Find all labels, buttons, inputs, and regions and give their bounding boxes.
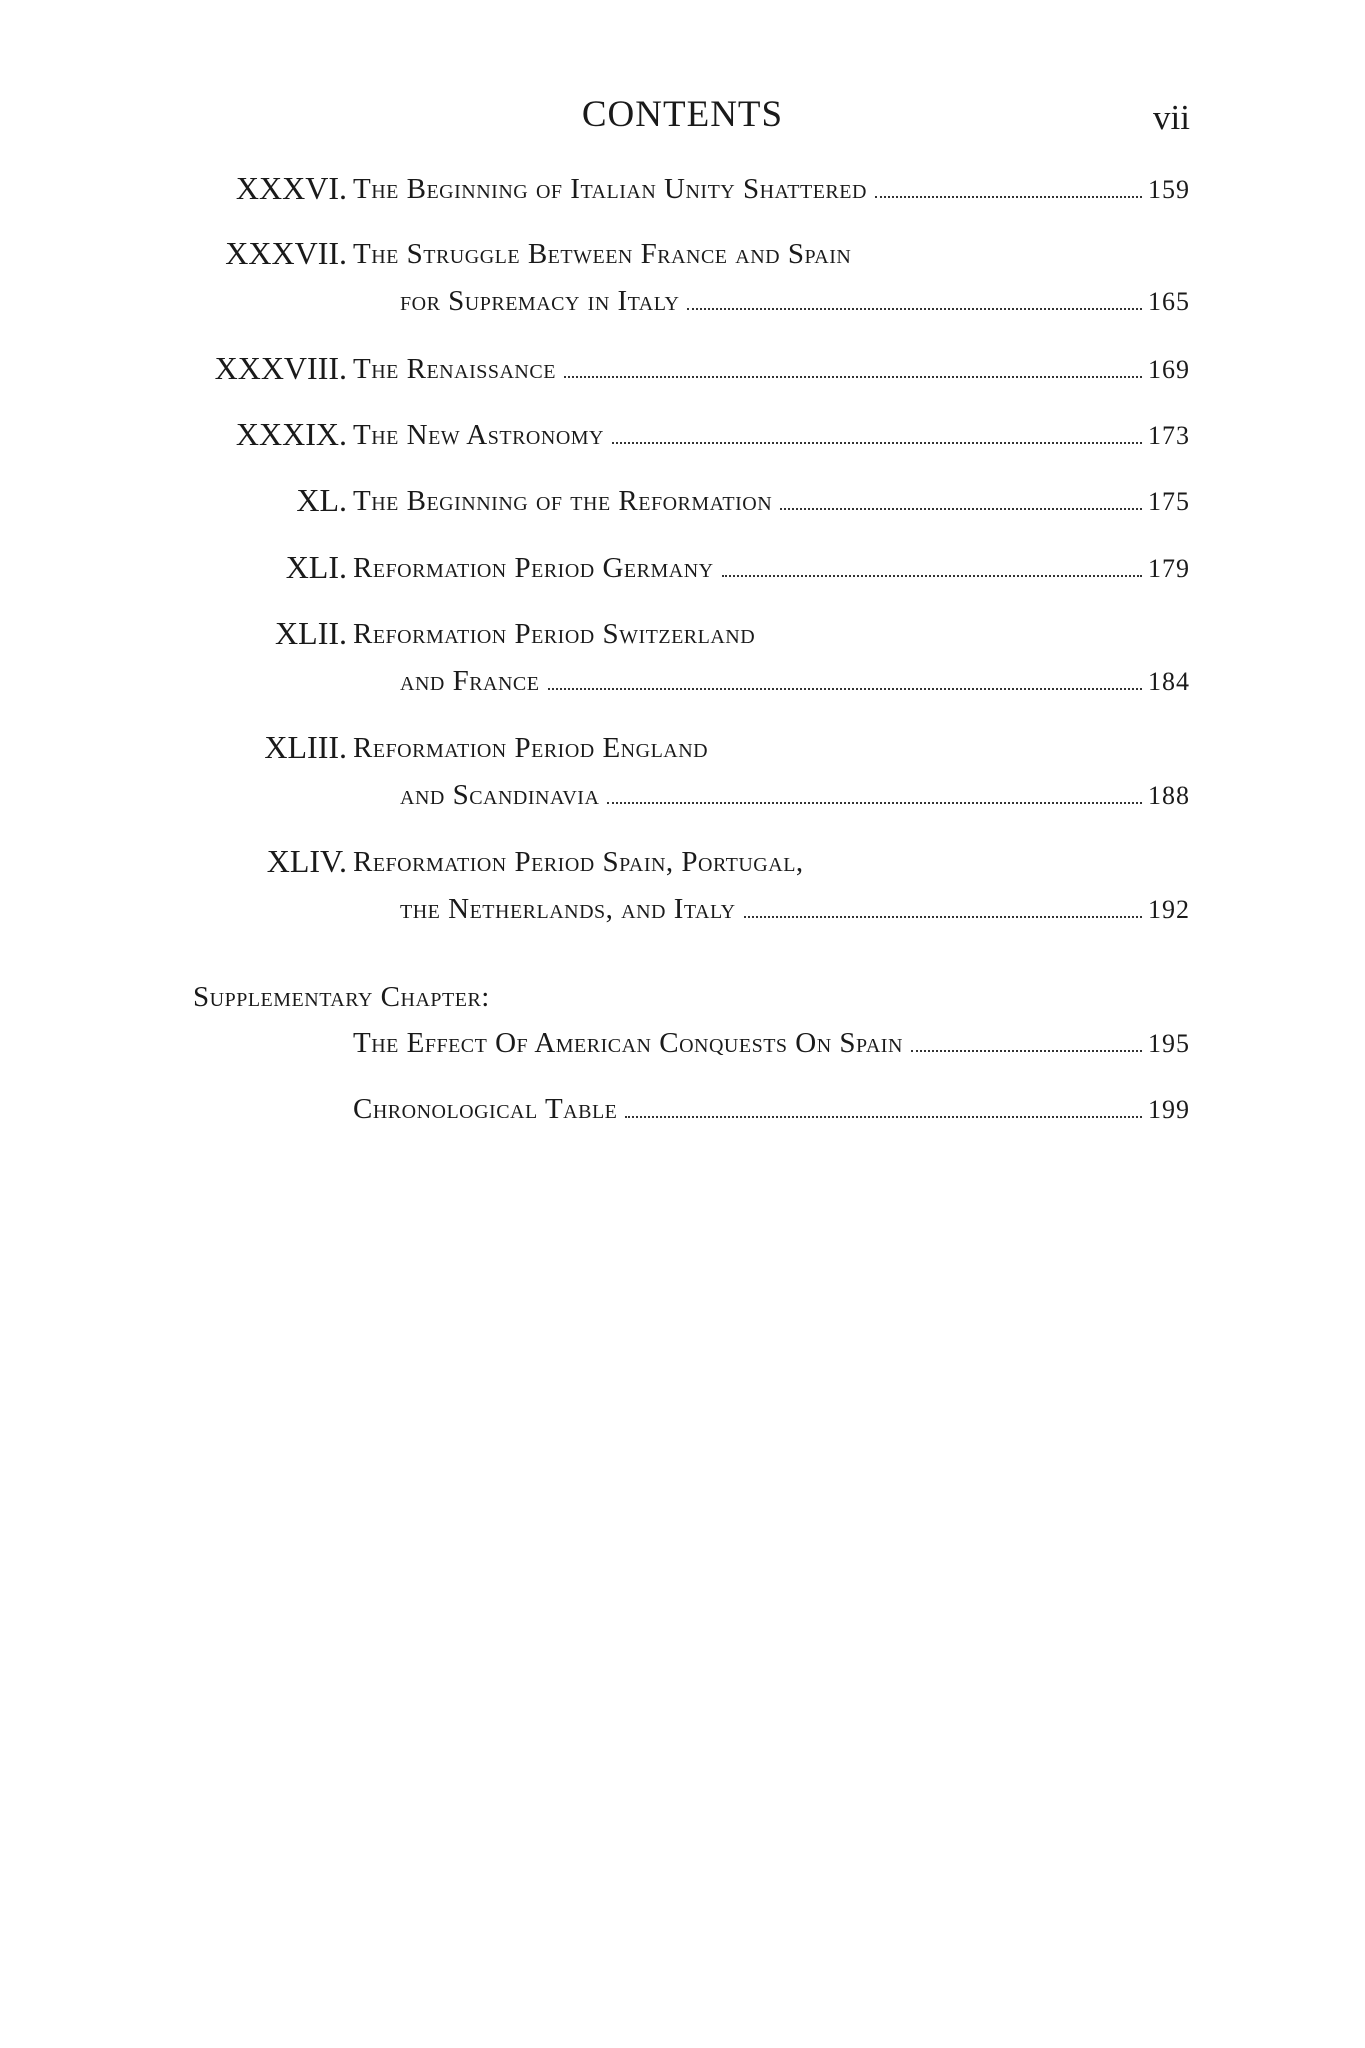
chapter-numeral: XLIII. — [264, 729, 347, 765]
chapter-numeral: XL. — [296, 482, 347, 518]
supplementary-title: The Effect Of American Conquests On Spain — [353, 1027, 903, 1059]
toc-line — [353, 355, 1190, 384]
toc-line — [353, 620, 1190, 649]
chapter-page: 169 — [1148, 355, 1190, 384]
dot-leader — [875, 196, 1142, 198]
dot-leader — [607, 802, 1142, 804]
chapter-title-continued: the Netherlands, and Italy — [400, 893, 736, 925]
supplementary-title: Chronological Table — [353, 1093, 618, 1125]
toc-line — [353, 421, 1190, 450]
supplementary-heading: Supplementary Chapter: — [193, 981, 490, 1013]
chapter-page: 192 — [1148, 895, 1190, 924]
toc-line — [353, 848, 1190, 877]
dot-leader — [780, 508, 1142, 510]
page-title: CONTENTS — [581, 94, 784, 135]
chapter-title-continued: and France — [400, 665, 540, 697]
supplementary-item — [353, 1095, 1190, 1124]
chapter-numeral: XLI. — [285, 549, 347, 585]
toc-line — [400, 287, 1190, 316]
chapter-numeral: XXXIX. — [235, 416, 347, 452]
dot-leader — [744, 916, 1142, 918]
chapter-title-continued: and Scandinavia — [400, 779, 600, 811]
toc-line — [353, 240, 1190, 269]
toc-line — [353, 175, 1190, 204]
supplementary-page: 195 — [1148, 1029, 1190, 1058]
toc-line — [400, 667, 1190, 696]
chapter-title: Reformation Period Spain, Portugal, — [353, 846, 804, 878]
chapter-page: 188 — [1148, 781, 1190, 810]
page-number: vii — [1153, 98, 1190, 137]
chapter-numeral: XXXVI. — [235, 170, 347, 206]
chapter-page: 173 — [1148, 421, 1190, 450]
toc-line — [353, 554, 1190, 583]
supplementary-item — [353, 1029, 1190, 1058]
chapter-numeral: XLII. — [275, 615, 347, 651]
chapter-page: 184 — [1148, 667, 1190, 696]
chapter-numeral: XLIV. — [266, 843, 347, 879]
chapter-title: The Beginning of the Reformation — [353, 485, 773, 517]
toc-line — [400, 781, 1190, 810]
chapter-page: 159 — [1148, 175, 1190, 204]
chapter-numeral: XXXVIII. — [214, 350, 347, 386]
dot-leader — [722, 575, 1142, 577]
chapter-title: Reformation Period Switzerland — [353, 618, 756, 650]
dot-leader — [564, 376, 1142, 378]
chapter-title: The Renaissance — [353, 353, 556, 385]
chapter-title: Reformation Period England — [353, 732, 709, 764]
chapter-title: The Beginning of Italian Unity Shattered — [353, 173, 867, 205]
chapter-page: 165 — [1148, 287, 1190, 316]
chapter-page: 179 — [1148, 554, 1190, 583]
dot-leader — [548, 688, 1143, 690]
dot-leader — [911, 1050, 1142, 1052]
chapter-title: The Struggle Between France and Spain — [353, 238, 852, 270]
chapter-title-continued: for Supremacy in Italy — [400, 285, 680, 317]
dot-leader — [687, 308, 1142, 310]
chapter-title: The New Astronomy — [353, 419, 604, 451]
toc-line — [353, 734, 1190, 763]
chapter-title: Reformation Period Germany — [353, 552, 714, 584]
toc-line — [353, 487, 1190, 516]
chapter-numeral: XXXVII. — [225, 235, 347, 271]
chapter-page: 175 — [1148, 487, 1190, 516]
dot-leader — [612, 442, 1142, 444]
toc-line — [400, 895, 1190, 924]
supplementary-page: 199 — [1148, 1095, 1190, 1124]
dot-leader — [625, 1116, 1142, 1118]
